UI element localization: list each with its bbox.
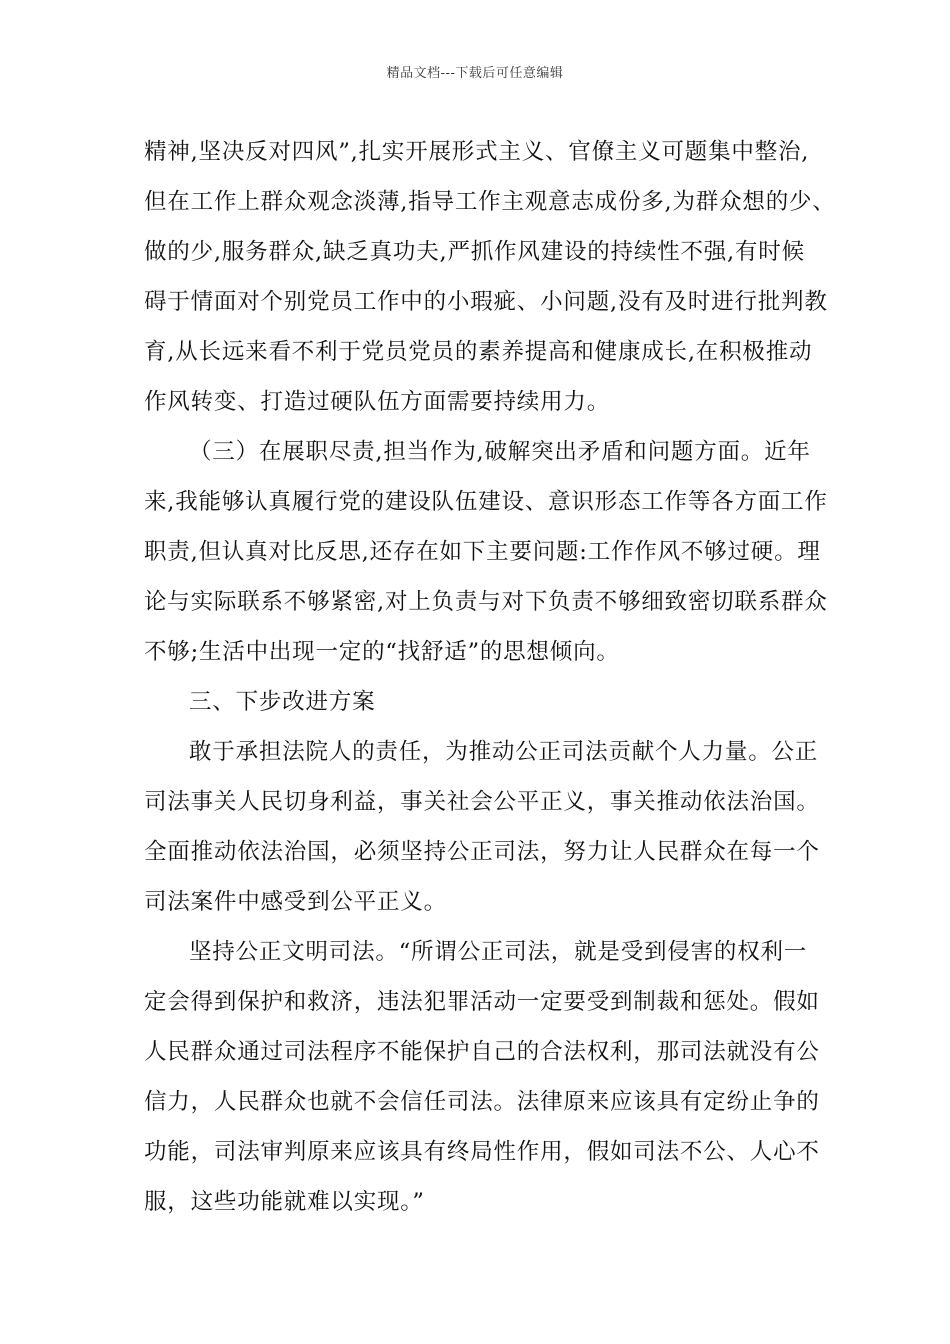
paragraph-line: 不够;生活中出现一定的“找舒适”的思想倾向。 [144, 639, 620, 665]
paragraph-line: 职责,但认真对比反思,还存在如下主要问题:工作作风不够过硬。理 [144, 539, 821, 565]
paragraph-line: 服，这些功能就难以实现。” [144, 1189, 425, 1215]
paragraph-line: 功能，司法审判原来应该具有终局性作用，假如司法不公、人心不 [144, 1139, 820, 1165]
paragraph-line: 敢于承担法院人的责任，为推动公正司法贡献个人力量。公正 [189, 739, 819, 765]
paragraph-line: 作风转变、打造过硬队伍方面需要持续用力。 [144, 389, 611, 415]
paragraph-line: 人民群众通过司法程序不能保护自己的合法权利，那司法就没有公 [144, 1039, 820, 1065]
paragraph-line: （三）在展职尽责,担当作为,破解突出矛盾和问题方面。近年 [189, 439, 811, 465]
paragraph-line: 论与实际联系不够紧密,对上负责与对下负责不够细致密切联系群众 [144, 589, 828, 615]
page-header: 精品文档---下载后可任意编辑 [386, 66, 564, 81]
paragraph-line: 司法案件中感受到公平正义。 [144, 889, 447, 915]
section-heading: 三、下步改进方案 [189, 689, 376, 715]
paragraph-line: 精神,坚决反对四风”,扎实开展形式主义、官僚主义可题集中整治, [144, 139, 810, 165]
paragraph-line: 育,从长远来看不利于党员党员的素养提高和健康成长,在积极推动 [144, 339, 813, 365]
paragraph-line: 信力，人民群众也就不会信任司法。法律原来应该具有定纷止争的 [144, 1089, 820, 1115]
paragraph-line: 司法事关人民切身利益，事关社会公平正义，事关推动依法治国。 [144, 789, 820, 815]
paragraph-line: 来,我能够认真履行党的建设队伍建设、意识形态工作等各方面工作 [144, 489, 828, 515]
paragraph-line: 碍于情面对个别党员工作中的小瑕疵、小问题,没有及时进行批判教 [144, 289, 828, 315]
paragraph-line: 但在工作上群众观念淡薄,指导工作主观意志成份多,为群众想的少、 [144, 189, 836, 215]
paragraph-line: 做的少,服务群众,缺乏真功夫,严抓作风建设的持续性不强,有时候 [144, 239, 805, 265]
document-body [144, 132, 836, 1232]
paragraph-line: 全面推动依法治国，必须坚持公正司法，努力让人民群众在每一个 [144, 839, 820, 865]
paragraph-line: 定会得到保护和救济，违法犯罪活动一定要受到制裁和惩处。假如 [144, 989, 820, 1015]
paragraph-line: 坚持公正文明司法。“所谓公正司法，就是受到侵害的权利一 [189, 939, 808, 965]
